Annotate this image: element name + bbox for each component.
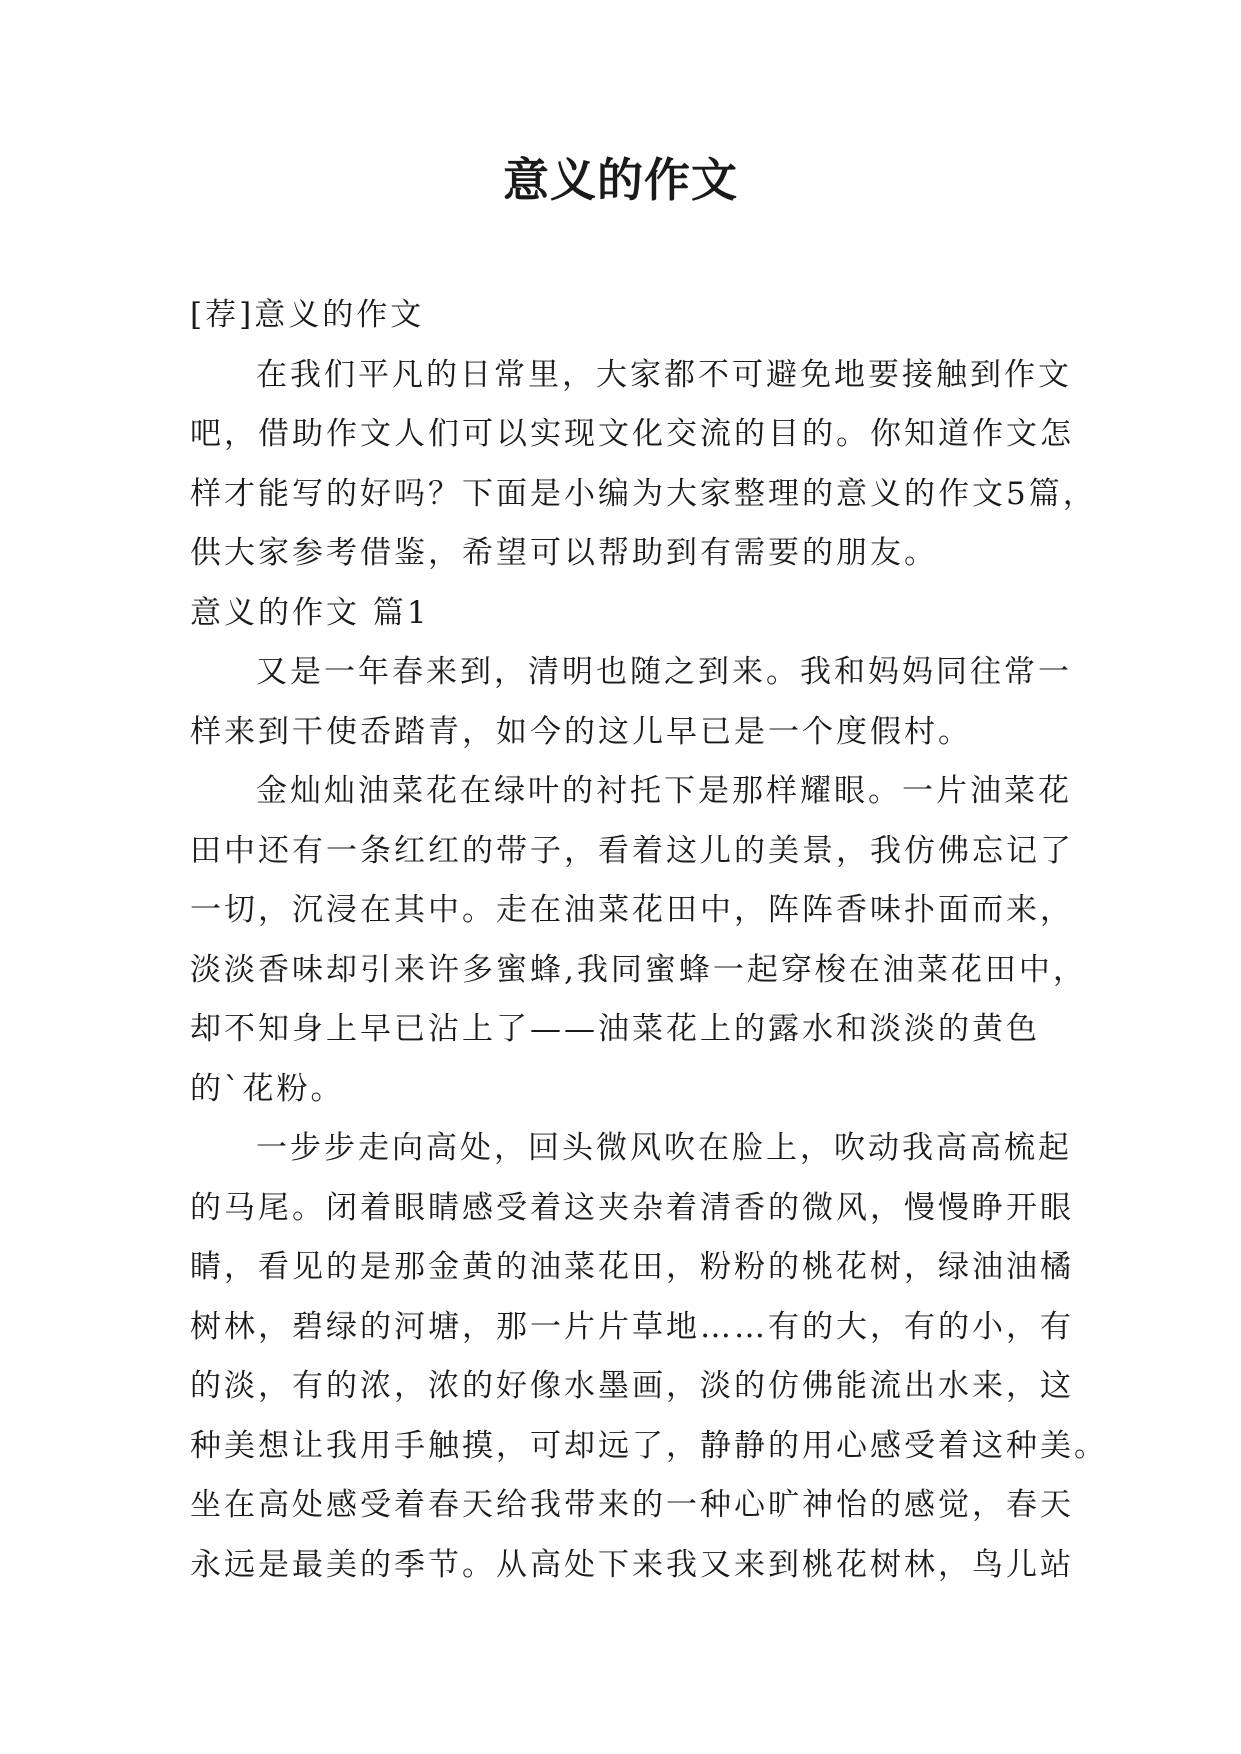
document-body — [190, 286, 1108, 1595]
text-line: 一步步走向高处，回头微风吹在脸上，吹动我高高梳起 — [256, 1130, 1072, 1166]
text-line: 一切，沉浸在其中。走在油菜花田中，阵阵香味扑面而来， — [190, 892, 1074, 928]
page-title: 意义的作文 — [503, 153, 738, 207]
text-line: 样才能写的好吗？下面是小编为大家整理的意义的作文5篇， — [190, 475, 1097, 512]
text-line: 的`花粉。 — [190, 1070, 345, 1107]
text-line: 永远是最美的季节。从高处下来我又来到桃花树林，鸟儿站 — [190, 1546, 1074, 1583]
text-line: 种美想让我用手触摸，可却远了，静静的用心感受着这种美。 — [190, 1427, 1108, 1464]
text-line: 睛，看见的是那金黄的油菜花田，粉粉的桃花树，绿油油橘 — [190, 1249, 1074, 1285]
text-line: 坐在高处感受着春天给我带来的一种心旷神怡的感觉，春天 — [190, 1487, 1074, 1523]
text-line: 又是一年春来到，清明也随之到来。我和妈妈同往常一 — [256, 654, 1072, 690]
text-line: 供大家参考借鉴，希望可以帮助到有需要的朋友。 — [190, 535, 938, 571]
text-line: 样来到干使岙踏青，如今的这儿早已是一个度假村。 — [190, 713, 972, 750]
text-line: 树林，碧绿的河塘，那一片片草地……有的大，有的小，有 — [190, 1308, 1074, 1345]
text-line: 却不知身上早已沾上了——油菜花上的露水和淡淡的黄色 — [190, 1011, 1040, 1047]
text-line: 金灿灿油菜花在绿叶的衬托下是那样耀眼。一片油菜花 — [256, 773, 1072, 809]
text-line: 淡淡香味却引来许多蜜蜂,我同蜜蜂一起穿梭在油菜花田中， — [190, 951, 1087, 988]
text-line: [荐]意义的作文 — [190, 297, 425, 333]
text-line: 的淡，有的浓，浓的好像水墨画，淡的仿佛能流出水来，这 — [190, 1368, 1074, 1404]
text-line: 意义的作文 篇1 — [190, 594, 430, 631]
text-line: 田中还有一条红红的带子，看着这儿的美景，我仿佛忘记了 — [190, 832, 1074, 869]
text-line: 在我们平凡的日常里，大家都不可避免地要接触到作文 — [256, 356, 1072, 393]
text-line: 吧，借助作文人们可以实现文化交流的目的。你知道作文怎 — [190, 416, 1074, 452]
text-line: 的马尾。闭着眼睛感受着这夹杂着清香的微风，慢慢睁开眼 — [190, 1189, 1074, 1226]
